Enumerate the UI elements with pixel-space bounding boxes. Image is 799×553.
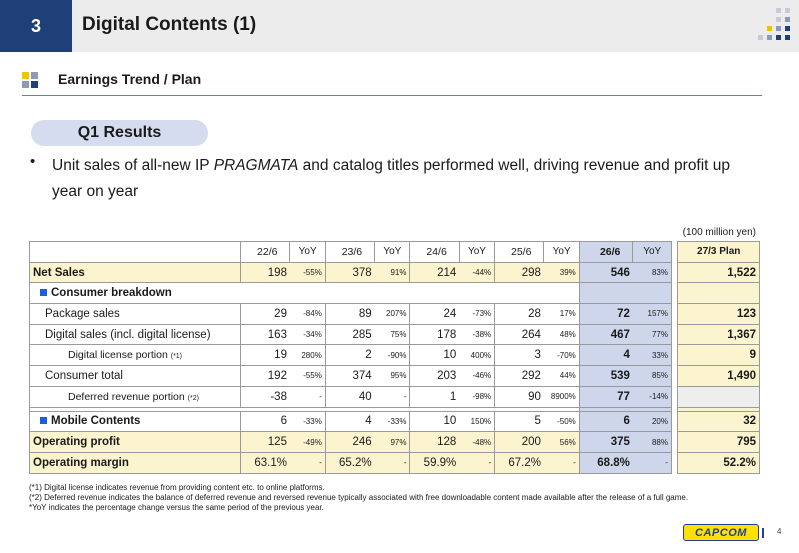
row-label-consumer-breakdown (30, 283, 580, 304)
cell-value: 246 (325, 432, 374, 453)
cell-value: 6 (241, 411, 290, 432)
cell-yoy-current: - (633, 452, 672, 473)
cell-value-current: 6 (579, 411, 633, 432)
row-label: Consumer total (30, 366, 241, 387)
cell-value: 29 (241, 304, 290, 325)
cell-yoy: 150% (459, 411, 494, 432)
cell-value-current: 539 (579, 366, 633, 387)
cell-value: 203 (410, 366, 459, 387)
cell-yoy: -44% (459, 262, 494, 283)
cell-plan: 9 (678, 345, 760, 366)
section-title: Earnings Trend / Plan (58, 71, 202, 87)
cell-yoy-current: 20% (633, 411, 672, 432)
table-row (30, 432, 760, 453)
cell-yoy: 17% (544, 304, 579, 325)
cell-yoy: 48% (544, 324, 579, 345)
cell-value-current: 68.8% (579, 452, 633, 473)
section-number-box: 3 (0, 0, 72, 52)
cell-value: 1 (410, 386, 459, 407)
header-yoy-current: YoY (633, 242, 672, 263)
page-number: 4 (777, 527, 782, 536)
section-divider (22, 95, 762, 96)
cell-yoy: 207% (375, 304, 410, 325)
cell-value: 128 (410, 432, 459, 453)
blue-square-icon (40, 289, 47, 296)
row-note: (*1) (170, 353, 183, 361)
cell-plan-empty (678, 386, 760, 407)
cell-value: 264 (495, 324, 544, 345)
cell-value: 214 (410, 262, 459, 283)
cell-yoy-current: 157% (633, 304, 672, 325)
section-squares-icon (22, 72, 38, 88)
row-label-mobile (30, 411, 241, 432)
cell-value: 4 (325, 411, 374, 432)
cell-plan-blank (678, 283, 760, 304)
cell-value: 10 (410, 411, 459, 432)
header-blank-cell (30, 242, 241, 263)
cell-value: 285 (325, 324, 374, 345)
cell-yoy: 400% (459, 345, 494, 366)
cell-value: 65.2% (325, 452, 374, 473)
row-label (30, 345, 241, 366)
cell-plan: 52.2% (678, 452, 760, 473)
header-period-current: 26/6 (579, 242, 633, 263)
header-period: 25/6 (495, 242, 544, 263)
row-note: (*2) (187, 394, 199, 402)
cell-value: 198 (241, 262, 290, 283)
cell-value: 24 (410, 304, 459, 325)
footnote-2: (*2) Deferred revenue indicates the balance of deferred revenue and reversed revenue typically associated with free downloadable content made available after the release of a full game. (29, 493, 689, 502)
cell-value: 40 (325, 386, 374, 407)
cell-value-current: 546 (579, 262, 633, 283)
row-label: Digital sales (incl. digital license) (30, 324, 241, 345)
slide-header (0, 0, 799, 52)
header-period: 22/6 (241, 242, 290, 263)
table-row (30, 386, 760, 407)
cell-value: -38 (241, 386, 290, 407)
cell-plan: 1,490 (678, 366, 760, 387)
row-label-text: Deferred revenue portion (68, 390, 185, 403)
cell-yoy-current: -14% (633, 386, 672, 407)
cell-plan: 32 (678, 411, 760, 432)
cell-yoy: 8900% (544, 386, 579, 407)
summary-bullet (52, 153, 752, 205)
cell-value: 3 (495, 345, 544, 366)
cell-yoy: - (290, 386, 325, 407)
blue-square-icon (40, 417, 47, 424)
cell-yoy: 91% (375, 262, 410, 283)
cell-yoy: -38% (459, 324, 494, 345)
cell-yoy: -55% (290, 262, 325, 283)
table-row (30, 452, 760, 473)
consumer-breakdown-label: Consumer breakdown (51, 287, 172, 300)
row-label: Package sales (30, 304, 241, 325)
cell-value-current: 77 (579, 386, 633, 407)
table-row (30, 283, 760, 304)
cell-yoy: 39% (544, 262, 579, 283)
cell-plan: 123 (678, 304, 760, 325)
cell-yoy: -48% (459, 432, 494, 453)
cell-value: 28 (495, 304, 544, 325)
capcom-logo: CAPCOM (683, 524, 759, 541)
cell-value: 5 (495, 411, 544, 432)
cell-yoy: -98% (459, 386, 494, 407)
table-row (30, 366, 760, 387)
cell-value: 178 (410, 324, 459, 345)
header-yoy: YoY (544, 242, 579, 263)
table-header-row (30, 242, 760, 263)
cell-plan: 1,522 (678, 262, 760, 283)
earnings-table (29, 241, 760, 474)
cell-yoy: - (544, 452, 579, 473)
cell-value: 374 (325, 366, 374, 387)
cell-current-blank (579, 283, 671, 304)
unit-note: (100 million yen) (682, 227, 756, 238)
row-label: Net Sales (30, 262, 241, 283)
cell-yoy: -84% (290, 304, 325, 325)
cell-value: 10 (410, 345, 459, 366)
header-plan: 27/3 Plan (678, 242, 760, 263)
table-row (30, 324, 760, 345)
cell-value: 19 (241, 345, 290, 366)
bullet-dot: • (30, 153, 36, 170)
cell-yoy: - (290, 452, 325, 473)
header-yoy: YoY (375, 242, 410, 263)
cell-yoy: - (459, 452, 494, 473)
row-label: Operating margin (30, 452, 241, 473)
cell-yoy: -46% (459, 366, 494, 387)
q1-results-pill: Q1 Results (31, 120, 208, 146)
cell-value: 63.1% (241, 452, 290, 473)
header-yoy: YoY (459, 242, 494, 263)
row-label: Operating profit (30, 432, 241, 453)
cell-yoy: 97% (375, 432, 410, 453)
cell-yoy: -73% (459, 304, 494, 325)
cell-plan: 1,367 (678, 324, 760, 345)
table-row (30, 262, 760, 283)
cell-value: 2 (325, 345, 374, 366)
cell-yoy-current: 83% (633, 262, 672, 283)
cell-yoy: -33% (375, 411, 410, 432)
cell-value: 89 (325, 304, 374, 325)
cell-yoy: - (375, 452, 410, 473)
cell-value: 59.9% (410, 452, 459, 473)
header-yoy: YoY (290, 242, 325, 263)
footnote-3: *YoY indicates the percentage change versus the same period of the previous year. (29, 503, 324, 512)
cell-value-current: 4 (579, 345, 633, 366)
cell-yoy: -55% (290, 366, 325, 387)
cell-yoy-current: 33% (633, 345, 672, 366)
cell-value: 378 (325, 262, 374, 283)
cell-yoy: -33% (290, 411, 325, 432)
table-row (30, 345, 760, 366)
cell-value: 163 (241, 324, 290, 345)
cell-yoy: 280% (290, 345, 325, 366)
cell-yoy: - (375, 386, 410, 407)
cell-value: 192 (241, 366, 290, 387)
cell-yoy-current: 88% (633, 432, 672, 453)
bullet-title-italic: PRAGMATA (213, 157, 299, 174)
cell-yoy: -49% (290, 432, 325, 453)
cell-yoy: 75% (375, 324, 410, 345)
table-row (30, 304, 760, 325)
row-label-text: Mobile Contents (51, 415, 141, 428)
cell-yoy: -70% (544, 345, 579, 366)
cell-yoy: 95% (375, 366, 410, 387)
row-label (30, 386, 241, 407)
header-period: 23/6 (325, 242, 374, 263)
cell-value-current: 72 (579, 304, 633, 325)
bullet-text-start: Unit sales of all-new IP (52, 157, 214, 174)
bullet-text-end: and catalog titles performed well, driving revenue and profit up year on year (52, 157, 731, 200)
cell-yoy: 56% (544, 432, 579, 453)
cell-plan: 795 (678, 432, 760, 453)
cell-yoy: -50% (544, 411, 579, 432)
cell-yoy: -34% (290, 324, 325, 345)
cell-value-current: 467 (579, 324, 633, 345)
cell-value: 200 (495, 432, 544, 453)
cell-yoy: 44% (544, 366, 579, 387)
page-title: Digital Contents (1) (82, 14, 257, 35)
table-row (30, 411, 760, 432)
cell-yoy-current: 85% (633, 366, 672, 387)
cell-value-current: 375 (579, 432, 633, 453)
row-label-text: Digital license portion (68, 349, 168, 362)
cell-yoy: -90% (375, 345, 410, 366)
logo-bar (762, 528, 764, 538)
cell-yoy-current: 77% (633, 324, 672, 345)
footnote-1: (*1) Digital license indicates revenue from providing content etc. to online platforms. (29, 483, 325, 492)
cell-value: 67.2% (495, 452, 544, 473)
cell-value: 292 (495, 366, 544, 387)
header-period: 24/6 (410, 242, 459, 263)
cell-value: 90 (495, 386, 544, 407)
cell-value: 125 (241, 432, 290, 453)
cell-value: 298 (495, 262, 544, 283)
